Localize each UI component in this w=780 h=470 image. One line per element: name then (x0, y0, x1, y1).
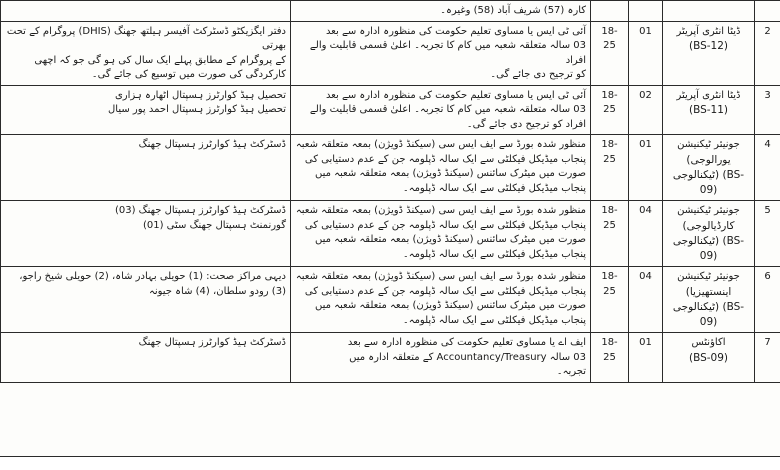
qualification-line: 03 سالہ متعلقہ شعبہ میں کام کا تجربہ۔ اعلیٰ قسمی قابلیت والے (309, 104, 586, 115)
cell-serial: 6 (755, 267, 780, 333)
post-scale: (اینستھیزیا ٹیکنالوجی) (BS-09) (672, 285, 745, 329)
cell-place (1, 21, 291, 85)
post-scale: (یورالوجی ٹیکنالوجی) (BS-09) (672, 153, 745, 196)
cell-age: 18-25 (591, 333, 629, 383)
qualification-line: تجربہ۔ (556, 366, 586, 378)
cell-age: 18-25 (591, 135, 629, 201)
cell-post (663, 21, 755, 85)
cell-age: 18-25 (591, 267, 629, 333)
place-line: ڈسٹرکٹ ہیڈ کوارٹرز ہسپتال جھنگ (138, 337, 286, 349)
cell-post (663, 85, 755, 135)
qualification-line: صورت میں میٹرک سائنس (سیکنڈ ڈویژن) بمعہ متعلقہ شعبہ میں (315, 300, 586, 312)
cell-qualification (291, 267, 591, 333)
qualification-line: افراد کو ترجیح دی جائے گی۔ (466, 118, 586, 130)
cell-qualification (291, 333, 591, 383)
cell-qualification (291, 21, 591, 85)
cell-serial: 5 (755, 201, 780, 267)
cell-qualification (291, 135, 591, 201)
cell-place (1, 333, 291, 383)
post-title: جونیئر ٹیکنیشن (677, 205, 740, 217)
qualification-line: منظور شدہ بورڈ سے ایف ایس سی (سیکنڈ ڈویژن) بمعہ متعلقہ شعبہ (295, 271, 586, 283)
post-scale: (BS-09) (688, 351, 729, 364)
table-row (1, 333, 780, 383)
post-title: ڈیٹا انٹری آپریٹر (676, 25, 741, 37)
qualification-line: پنجاب میڈیکل فیکلٹی سے ایک سالہ ڈپلومہ جن کے عدم دستیابی کی (304, 219, 586, 231)
post-title: اکاؤنٹس (691, 337, 726, 349)
cell-post (663, 267, 755, 333)
qualification-line: پنجاب میڈیکل فیکلٹی سے ایک سالہ ڈپلومہ جن کے عدم دستیابی کی (304, 285, 586, 297)
qualification-line: صورت میں میٹرک سائنس (سیکنڈ ڈویژن) بمعہ متعلقہ شعبہ میں (315, 168, 586, 179)
place-line: دفتر ایگزیکٹو ڈسٹرکٹ آفیسر ہیلتھ جھنگ (DHIS) پروگرام کے تحت بھرتی (6, 25, 286, 51)
cell-age: 18-25 (591, 85, 629, 135)
cell-age (591, 1, 629, 22)
cell-serial: 2 (755, 21, 780, 85)
cell-place (1, 135, 291, 201)
cell-place (1, 85, 291, 135)
qualification-line: پنجاب میڈیکل فیکلٹی سے ایک سالہ ڈپلومہ جن کے عدم دستیابی کی (304, 153, 586, 165)
cell-place (1, 1, 291, 22)
cell-vacancies: 02 (629, 85, 663, 135)
table-row-partial (1, 1, 780, 22)
page-cut-off-strip (0, 456, 780, 470)
table-row (1, 85, 780, 135)
post-title: جونیئر ٹیکنیشن (677, 271, 740, 283)
cell-vacancies: 01 (629, 21, 663, 85)
cell-age: 18-25 (591, 21, 629, 85)
cell-vacancies: 01 (629, 333, 663, 383)
place-line: کے پروگرام کے مطابق پہلے ایک سال کی ہو گی جو کہ اچھی (34, 54, 286, 66)
cell-qualification (291, 85, 591, 135)
qualification-line: صورت میں میٹرک سائنس (سیکنڈ ڈویژن) بمعہ متعلقہ شعبہ میں (315, 234, 586, 246)
place-line: تحصیل ہیڈ کوارٹرز ہسپتال اٹھارہ ہزاری (114, 89, 286, 101)
cell-place (1, 267, 291, 333)
qualification-line: منظور شدہ بورڈ سے ایف ایس سی (سیکنڈ ڈویژن) بمعہ متعلقہ شعبہ (295, 139, 586, 150)
qualification-line: کارہ (57) شریف آباد (58) وغیرہ۔ (440, 5, 586, 16)
table-row (1, 135, 780, 201)
qualification-line: منظور شدہ بورڈ سے ایف ایس سی (سیکنڈ ڈویژن) بمعہ متعلقہ شعبہ (295, 205, 586, 217)
qualification-line: ایف اے یا مساوی تعلیم حکومت کی منظورہ ادارہ سے بعد (347, 337, 586, 349)
cell-serial: 3 (755, 85, 780, 135)
qualification-line: پنجاب میڈیکل فیکلٹی سے ایک سالہ ڈپلومہ۔ (402, 182, 586, 194)
cell-place (1, 201, 291, 267)
cell-qualification (291, 1, 591, 22)
post-scale: (کارڈیالوجی ٹیکنالوجی) (BS-09) (672, 219, 745, 263)
post-scale: (BS-11) (688, 104, 729, 116)
table-row (1, 21, 780, 85)
cell-post (663, 1, 755, 22)
qualification-line: آئی ٹی ایس یا مساوی تعلیم حکومت کی منظورہ ادارہ سے بعد (325, 89, 586, 101)
post-scale: (BS-12) (688, 40, 729, 52)
cell-vacancies: 04 (629, 201, 663, 267)
place-line: ڈسٹرکٹ ہیڈ کوارٹرز ہسپتال جھنگ (138, 139, 286, 150)
cell-serial (755, 1, 780, 22)
qualification-line: پنجاب میڈیکل فیکلٹی سے ایک سالہ ڈپلومہ۔ (402, 314, 586, 326)
post-title: ڈیٹا انٹری آپریٹر (676, 89, 741, 101)
qualification-line: آئی ٹی ایس یا مساوی تعلیم حکومت کی منظورہ ادارہ سے بعد (325, 25, 586, 37)
cell-post (663, 201, 755, 267)
qualification-line: 03 سالہ متعلقہ شعبہ میں کام کا تجربہ۔ اعلیٰ قسمی قابلیت والے افراد (309, 40, 586, 66)
post-title: جونیئر ٹیکنیشن (677, 139, 740, 150)
cell-vacancies: 04 (629, 267, 663, 333)
cell-qualification (291, 201, 591, 267)
table-row (1, 267, 780, 333)
qualification-line: 03 سالہ Accountancy/Treasury کے متعلقہ ادارہ میں (349, 351, 586, 363)
place-line: دیہی مراکز صحت: (1) حویلی بہادر شاہ، (2) حویلی شیخ راجو، (3) رودو سلطان، (4) شاہ جیونہ (19, 271, 286, 297)
cell-serial: 7 (755, 333, 780, 383)
qualification-line: کو ترجیح دی جائے گی۔ (490, 69, 586, 80)
cell-vacancies (629, 1, 663, 22)
cell-post (663, 135, 755, 201)
table-row (1, 201, 780, 267)
place-line: تحصیل ہیڈ کوارٹرز ہسپتال احمد پور سیال (108, 104, 286, 115)
place-line: ڈسٹرکٹ ہیڈ کوارٹرز ہسپتال جھنگ (03) (114, 205, 286, 217)
place-line: کارکردگی کی صورت میں توسیع کی جائے گی۔ (91, 69, 286, 80)
cell-serial: 4 (755, 135, 780, 201)
place-line: گورنمنٹ ہسپتال جھنگ سٹی (01) (142, 219, 286, 231)
cell-post (663, 333, 755, 383)
cell-vacancies: 01 (629, 135, 663, 201)
qualification-line: پنجاب میڈیکل فیکلٹی سے ایک سالہ ڈپلومہ۔ (402, 248, 586, 260)
cell-age: 18-25 (591, 201, 629, 267)
